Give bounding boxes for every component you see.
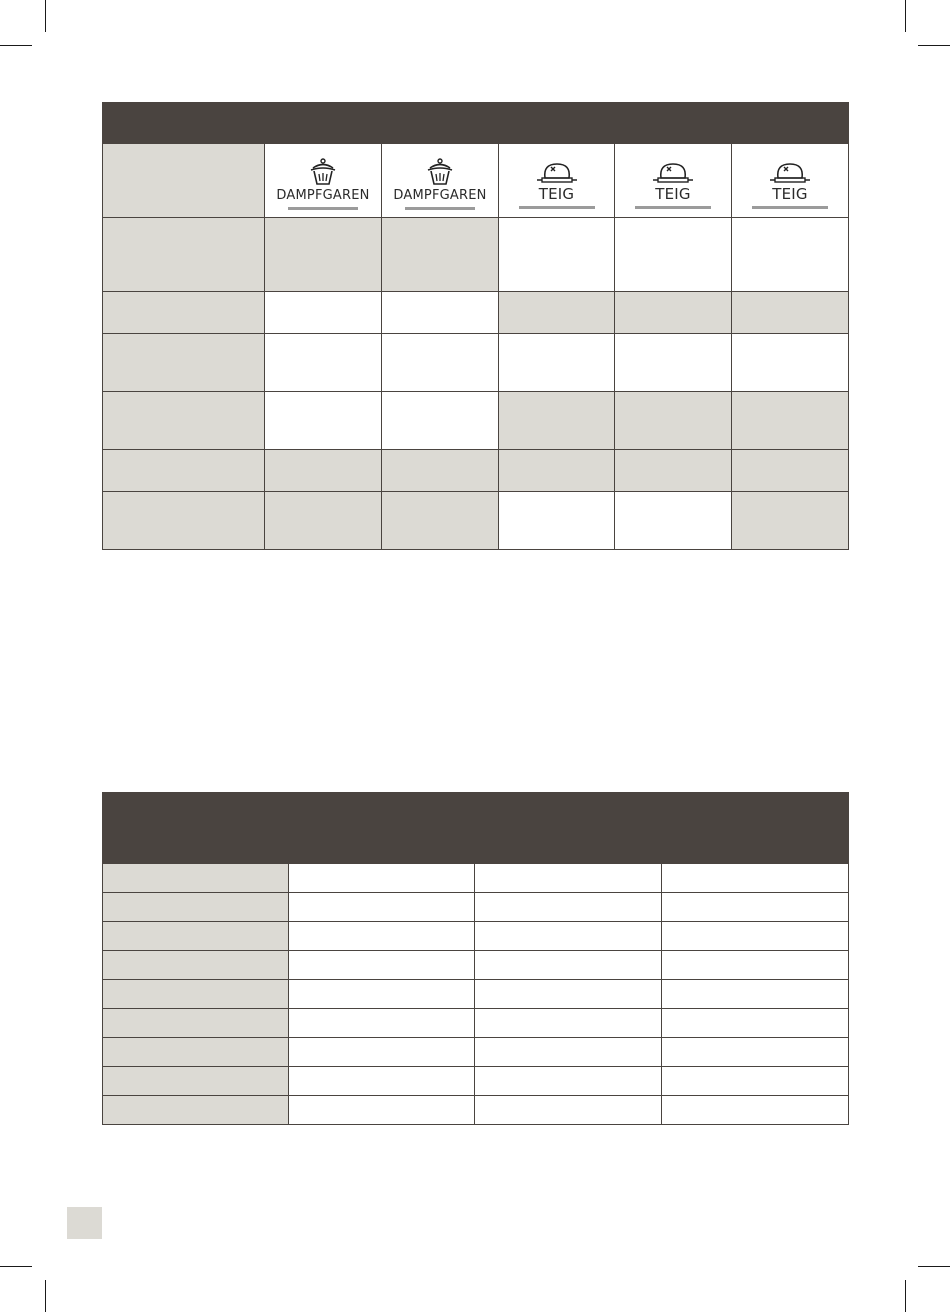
table-cell bbox=[615, 391, 732, 449]
mode-label-underline bbox=[519, 206, 595, 209]
table-cell bbox=[475, 1009, 662, 1038]
table-row bbox=[103, 951, 849, 980]
table-cell bbox=[265, 391, 382, 449]
table-cell bbox=[289, 893, 475, 922]
table-cell bbox=[382, 291, 499, 333]
table-row bbox=[103, 491, 849, 549]
table-cell bbox=[615, 491, 732, 549]
crop-mark-bottom-left-v bbox=[45, 1280, 46, 1312]
mode-icon-row bbox=[103, 143, 849, 217]
header-cell bbox=[103, 821, 289, 864]
table-cell bbox=[382, 217, 499, 291]
dough-icon bbox=[535, 158, 579, 186]
row-label-cell bbox=[103, 1096, 289, 1125]
dough-icon bbox=[651, 158, 695, 186]
table-cell bbox=[265, 491, 382, 549]
table-cell bbox=[382, 333, 499, 391]
table-cell bbox=[662, 951, 849, 980]
table-row bbox=[103, 864, 849, 893]
page-number-box bbox=[67, 1207, 102, 1239]
crop-mark-top-left-v bbox=[45, 0, 46, 32]
table-cell bbox=[662, 893, 849, 922]
table-cell bbox=[732, 491, 849, 549]
table-cell bbox=[615, 217, 732, 291]
table-title-row bbox=[103, 793, 849, 821]
row-label-cell bbox=[103, 1038, 289, 1067]
table-cell bbox=[382, 391, 499, 449]
header-cell bbox=[475, 821, 662, 864]
settings-table bbox=[102, 792, 849, 1125]
cooking-modes-table bbox=[102, 102, 849, 550]
crop-mark-bottom-right-v bbox=[905, 1280, 906, 1312]
header-cell bbox=[289, 821, 475, 864]
crop-mark-top-right-v bbox=[905, 0, 906, 32]
mode-cell-steam-1 bbox=[265, 143, 382, 217]
row-label-cell bbox=[103, 449, 265, 491]
table-row bbox=[103, 449, 849, 491]
table-cell bbox=[289, 1009, 475, 1038]
table-row bbox=[103, 1067, 849, 1096]
table-header-row bbox=[103, 821, 849, 864]
table-cell bbox=[662, 1067, 849, 1096]
mode-label: DAMPFGAREN bbox=[276, 188, 370, 203]
table-cell bbox=[662, 922, 849, 951]
table-cell bbox=[475, 1067, 662, 1096]
table-cell bbox=[475, 951, 662, 980]
table-cell bbox=[289, 922, 475, 951]
table-cell bbox=[499, 333, 615, 391]
row-label-cell bbox=[103, 864, 289, 893]
table-cell bbox=[615, 291, 732, 333]
table-row bbox=[103, 980, 849, 1009]
table-row bbox=[103, 217, 849, 291]
header-cell-merged bbox=[615, 102, 849, 143]
table-cell bbox=[732, 449, 849, 491]
table-cell bbox=[732, 291, 849, 333]
table-cell bbox=[662, 864, 849, 893]
header-cell bbox=[662, 821, 849, 864]
mode-cell-steam-2 bbox=[382, 143, 499, 217]
mode-label: DAMPFGAREN bbox=[393, 188, 487, 203]
table-cell bbox=[732, 217, 849, 291]
table-cell bbox=[289, 1067, 475, 1096]
table-cell bbox=[499, 449, 615, 491]
table-cell bbox=[475, 864, 662, 893]
row-label-cell bbox=[103, 333, 265, 391]
table-cell bbox=[265, 449, 382, 491]
row-label-cell bbox=[103, 951, 289, 980]
row-label-cell bbox=[103, 491, 265, 549]
header-cell bbox=[103, 102, 265, 143]
row-label-cell bbox=[103, 291, 265, 333]
mode-cell-dough-2 bbox=[615, 143, 732, 217]
table-cell bbox=[662, 1096, 849, 1125]
mode-label-underline bbox=[752, 206, 828, 209]
mode-cell-dough-1 bbox=[499, 143, 615, 217]
header-cell bbox=[499, 102, 615, 143]
table-cell bbox=[289, 1096, 475, 1125]
table-cell bbox=[289, 980, 475, 1009]
table-row bbox=[103, 1096, 849, 1125]
table-row bbox=[103, 333, 849, 391]
mode-label-underline bbox=[635, 206, 711, 209]
table-header-row bbox=[103, 102, 849, 143]
table-cell bbox=[382, 491, 499, 549]
table-row bbox=[103, 1038, 849, 1067]
table-cell bbox=[499, 491, 615, 549]
table-cell bbox=[289, 864, 475, 893]
table-cell bbox=[475, 922, 662, 951]
row-label-cell bbox=[103, 893, 289, 922]
table-row bbox=[103, 291, 849, 333]
crop-mark-bottom-left-h bbox=[0, 1266, 32, 1267]
steam-cooking-icon bbox=[307, 158, 339, 188]
table-cell bbox=[265, 333, 382, 391]
table-cell bbox=[475, 893, 662, 922]
table-cell bbox=[265, 291, 382, 333]
row-label-cell bbox=[103, 1067, 289, 1096]
header-cell bbox=[265, 102, 382, 143]
mode-label-underline bbox=[288, 207, 358, 210]
table-cell bbox=[732, 391, 849, 449]
table-cell bbox=[382, 449, 499, 491]
row-label-cell bbox=[103, 143, 265, 217]
table-cell bbox=[732, 333, 849, 391]
table-cell bbox=[499, 391, 615, 449]
mode-label: TEIG bbox=[538, 184, 575, 203]
table-cell bbox=[475, 980, 662, 1009]
row-label-cell bbox=[103, 980, 289, 1009]
row-label-cell bbox=[103, 1009, 289, 1038]
table-row bbox=[103, 1009, 849, 1038]
table-cell bbox=[475, 1038, 662, 1067]
mode-cell-dough-3 bbox=[732, 143, 849, 217]
row-label-cell bbox=[103, 217, 265, 291]
table-cell bbox=[499, 291, 615, 333]
mode-label: TEIG bbox=[655, 184, 691, 203]
table-title-cell bbox=[103, 793, 849, 821]
table-cell bbox=[615, 449, 732, 491]
table-row bbox=[103, 391, 849, 449]
mode-label: TEIG bbox=[772, 184, 808, 203]
table-cell bbox=[499, 217, 615, 291]
dough-icon bbox=[768, 158, 812, 186]
crop-mark-bottom-right-h bbox=[918, 1266, 950, 1267]
table-cell bbox=[662, 1009, 849, 1038]
mode-label-underline bbox=[405, 207, 475, 210]
table-cell bbox=[289, 951, 475, 980]
crop-mark-top-left-h bbox=[0, 45, 32, 46]
table-cell bbox=[662, 980, 849, 1009]
crop-mark-top-right-h bbox=[918, 45, 950, 46]
steam-cooking-icon bbox=[424, 158, 456, 188]
table-cell bbox=[615, 333, 732, 391]
table-cell bbox=[662, 1038, 849, 1067]
table-row bbox=[103, 922, 849, 951]
table-cell bbox=[289, 1038, 475, 1067]
table-cell bbox=[475, 1096, 662, 1125]
table-cell bbox=[265, 217, 382, 291]
header-cell bbox=[382, 102, 499, 143]
row-label-cell bbox=[103, 922, 289, 951]
table-row bbox=[103, 893, 849, 922]
row-label-cell bbox=[103, 391, 265, 449]
